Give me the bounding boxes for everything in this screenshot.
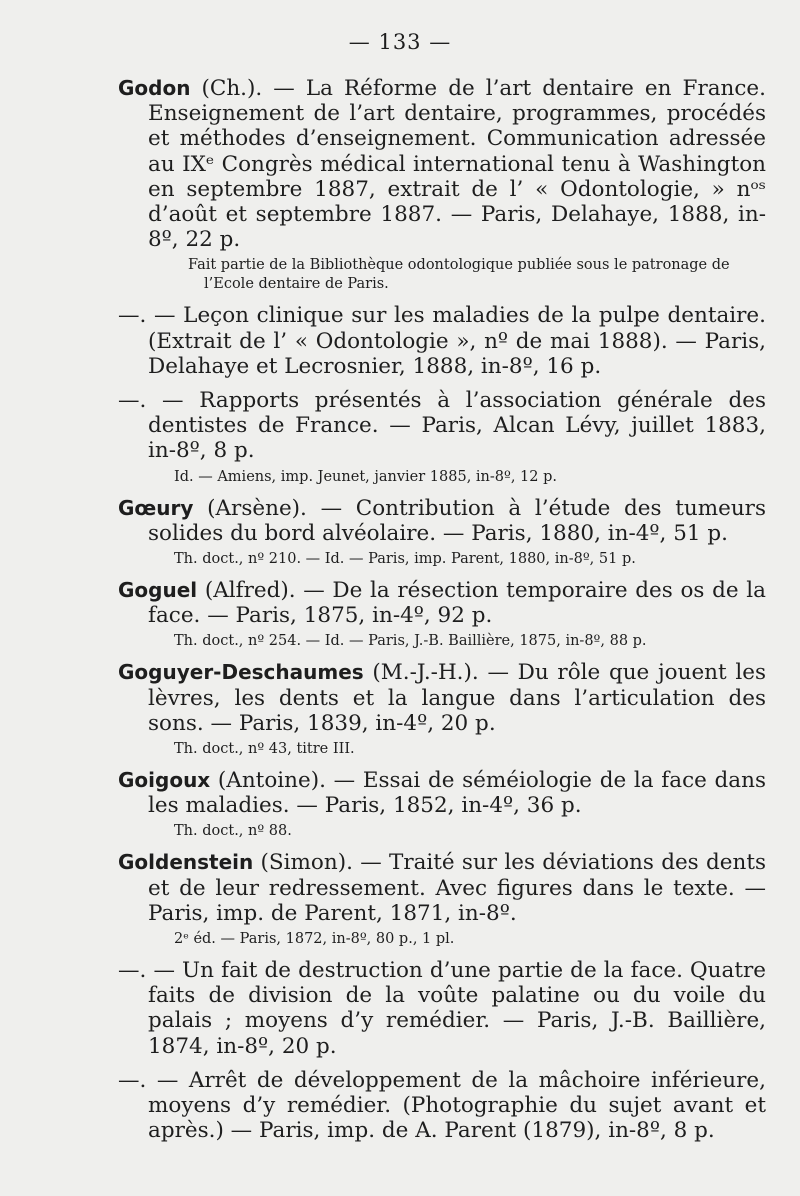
author-name: Godon bbox=[118, 76, 191, 100]
entry-body: (M.-J.-H.). — Du rôle que jouent les lèvres, les dents et la langue dans l’articulation des sons. — Paris, 1839, in-4º, 20 p. bbox=[148, 660, 766, 736]
entry-text bbox=[118, 496, 766, 546]
entry-goguel bbox=[118, 578, 766, 651]
entry-text: —. — Leçon clinique sur les maladies de la pulpe dentaire. (Extrait de l’ « Odontologie », nº de mai 1888). — Paris, Delahaye et Lecrosnier, 1888, in-8º, 16 p. bbox=[118, 303, 766, 379]
entry-body: (Ch.). — La Réforme de l’art dentaire en France. Enseignement de l’art dentaire, programmes, procédés et méthodes d’enseignement. Communication adressée au IXᵉ Congrès médical international tenu à Washington en septembre 1887, extrait de l’ « Odontologie, » nᵒˢ d’août et septembre 1887. — Paris, Delahaye, 1888, in-8º, 22 p. bbox=[148, 76, 766, 253]
entry-goeury bbox=[118, 496, 766, 569]
entry-note: Th. doct., nº 210. — Id. — Paris, imp. Parent, 1880, in-8º, 51 p. bbox=[174, 551, 636, 568]
entry-godon-rapports bbox=[118, 388, 766, 487]
entry-goldenstein-fait bbox=[118, 958, 766, 1059]
author-name: Goguyer-Deschaumes bbox=[118, 660, 364, 685]
entry-note: Th. doct., nº 43, titre III. bbox=[174, 741, 355, 758]
author-name: Goldenstein bbox=[118, 850, 254, 875]
entry-note: 2ᵉ éd. — Paris, 1872, in-8º, 80 p., 1 pl. bbox=[174, 931, 455, 948]
entry-note: Fait partie de la Bibliothèque odontologique publiée sous le patronage de l’Ecole dentaire de Paris. bbox=[188, 257, 730, 293]
entry-godon bbox=[118, 76, 766, 294]
entry-body: (Alfred). — De la résection temporaire des os de la face. — Paris, 1875, in-4º, 92 p. bbox=[148, 578, 766, 629]
entry-text: —. — Rapports présentés à l’association générale des dentistes de France. — Paris, Alcan Lévy, juillet 1883, in-8º, 8 p. bbox=[118, 388, 766, 464]
entry-text bbox=[118, 660, 766, 736]
author-name: Gœury bbox=[118, 495, 194, 520]
entry-note: Th. doct., nº 254. — Id. — Paris, J.-B. Baillière, 1875, in-8º, 88 p. bbox=[174, 633, 647, 650]
entry-goldenstein bbox=[118, 850, 766, 949]
entry-text bbox=[118, 850, 766, 926]
entry-note: Th. doct., nº 88. bbox=[174, 823, 292, 840]
bibliography-list bbox=[118, 76, 766, 1144]
entry-goldenstein-arret bbox=[118, 1068, 766, 1144]
entry-body: (Arsène). — Contribution à l’étude des tumeurs solides du bord alvéolaire. — Paris, 1880, in-4º, 51 p. bbox=[148, 495, 766, 546]
entry-text bbox=[118, 76, 766, 252]
entry-text bbox=[118, 768, 766, 818]
author-name: Goigoux bbox=[118, 768, 211, 793]
author-name: Goguel bbox=[118, 578, 198, 603]
page-number: — 133 — bbox=[348, 30, 452, 54]
entry-text: —. — Arrêt de développement de la mâchoire inférieure, moyens d’y remédier. (Photographie du sujet avant et après.) — Paris, imp. de A. Parent (1879), in-8º, 8 p. bbox=[118, 1067, 766, 1144]
entry-text: —. — Un fait de destruction d’une partie de la face. Quatre faits de division de la voûte palatine ou du voile du palais ; moyens d’y remédier. — Paris, J.-B. Baillière, 1874, in-8º, 20 p. bbox=[118, 958, 766, 1059]
entry-note: Id. — Amiens, imp. Jeunet, janvier 1885, in-8º, 12 p. bbox=[174, 468, 557, 485]
entry-body: (Simon). — Traité sur les déviations des dents et de leur redressement. Avec figures dans le texte. — Paris, imp. de Parent, 1871, in-8º. bbox=[148, 850, 766, 926]
entry-godon-lecon bbox=[118, 303, 766, 379]
entry-text bbox=[118, 578, 766, 628]
entry-goigoux bbox=[118, 768, 766, 841]
entry-goguyer-deschaumes bbox=[118, 660, 766, 759]
entry-body: (Antoine). — Essai de séméiologie de la face dans les maladies. — Paris, 1852, in-4º, 36 p. bbox=[148, 768, 766, 819]
